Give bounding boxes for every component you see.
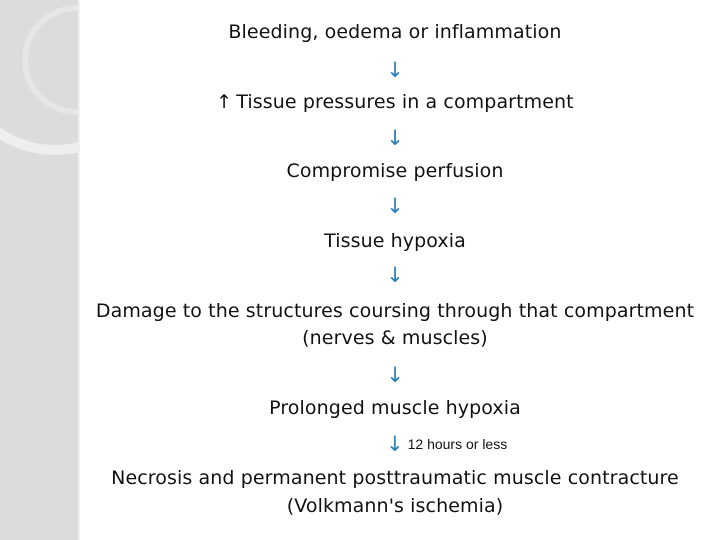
- step-bleeding: Bleeding, oedema or inflammation: [228, 21, 562, 43]
- step-necrosis: Necrosis and permanent posttraumatic muscle contracture: [111, 467, 679, 489]
- up-arrow-icon: ↑: [216, 91, 233, 113]
- step-tissue-pressure-text: Tissue pressures in a compartment: [236, 91, 574, 113]
- down-arrow-3: ↓: [386, 194, 404, 218]
- down-arrow-4: ↓: [386, 263, 404, 287]
- step-prolonged-hypoxia: Prolonged muscle hypoxia: [269, 397, 521, 419]
- step-compromise-perfusion: Compromise perfusion: [286, 160, 504, 182]
- down-arrow-5: ↓: [386, 363, 404, 387]
- step-damage-structures-detail: (nerves & muscles): [302, 327, 488, 349]
- down-arrow-2: ↓: [386, 126, 404, 150]
- step-damage-structures: Damage to the structures coursing through that compartment: [95, 300, 695, 322]
- down-arrow-1: ↓: [386, 58, 404, 82]
- down-arrow-6: ↓: [386, 432, 404, 456]
- step-tissue-hypoxia: Tissue hypoxia: [324, 230, 466, 252]
- step-necrosis-detail: (Volkmann's ischemia): [286, 495, 504, 517]
- decorative-side-band: [0, 0, 78, 540]
- time-note: 12 hours or less: [407, 436, 508, 452]
- step-tissue-pressure: [80, 90, 710, 114]
- down-arrow-6-with-note: [386, 432, 586, 458]
